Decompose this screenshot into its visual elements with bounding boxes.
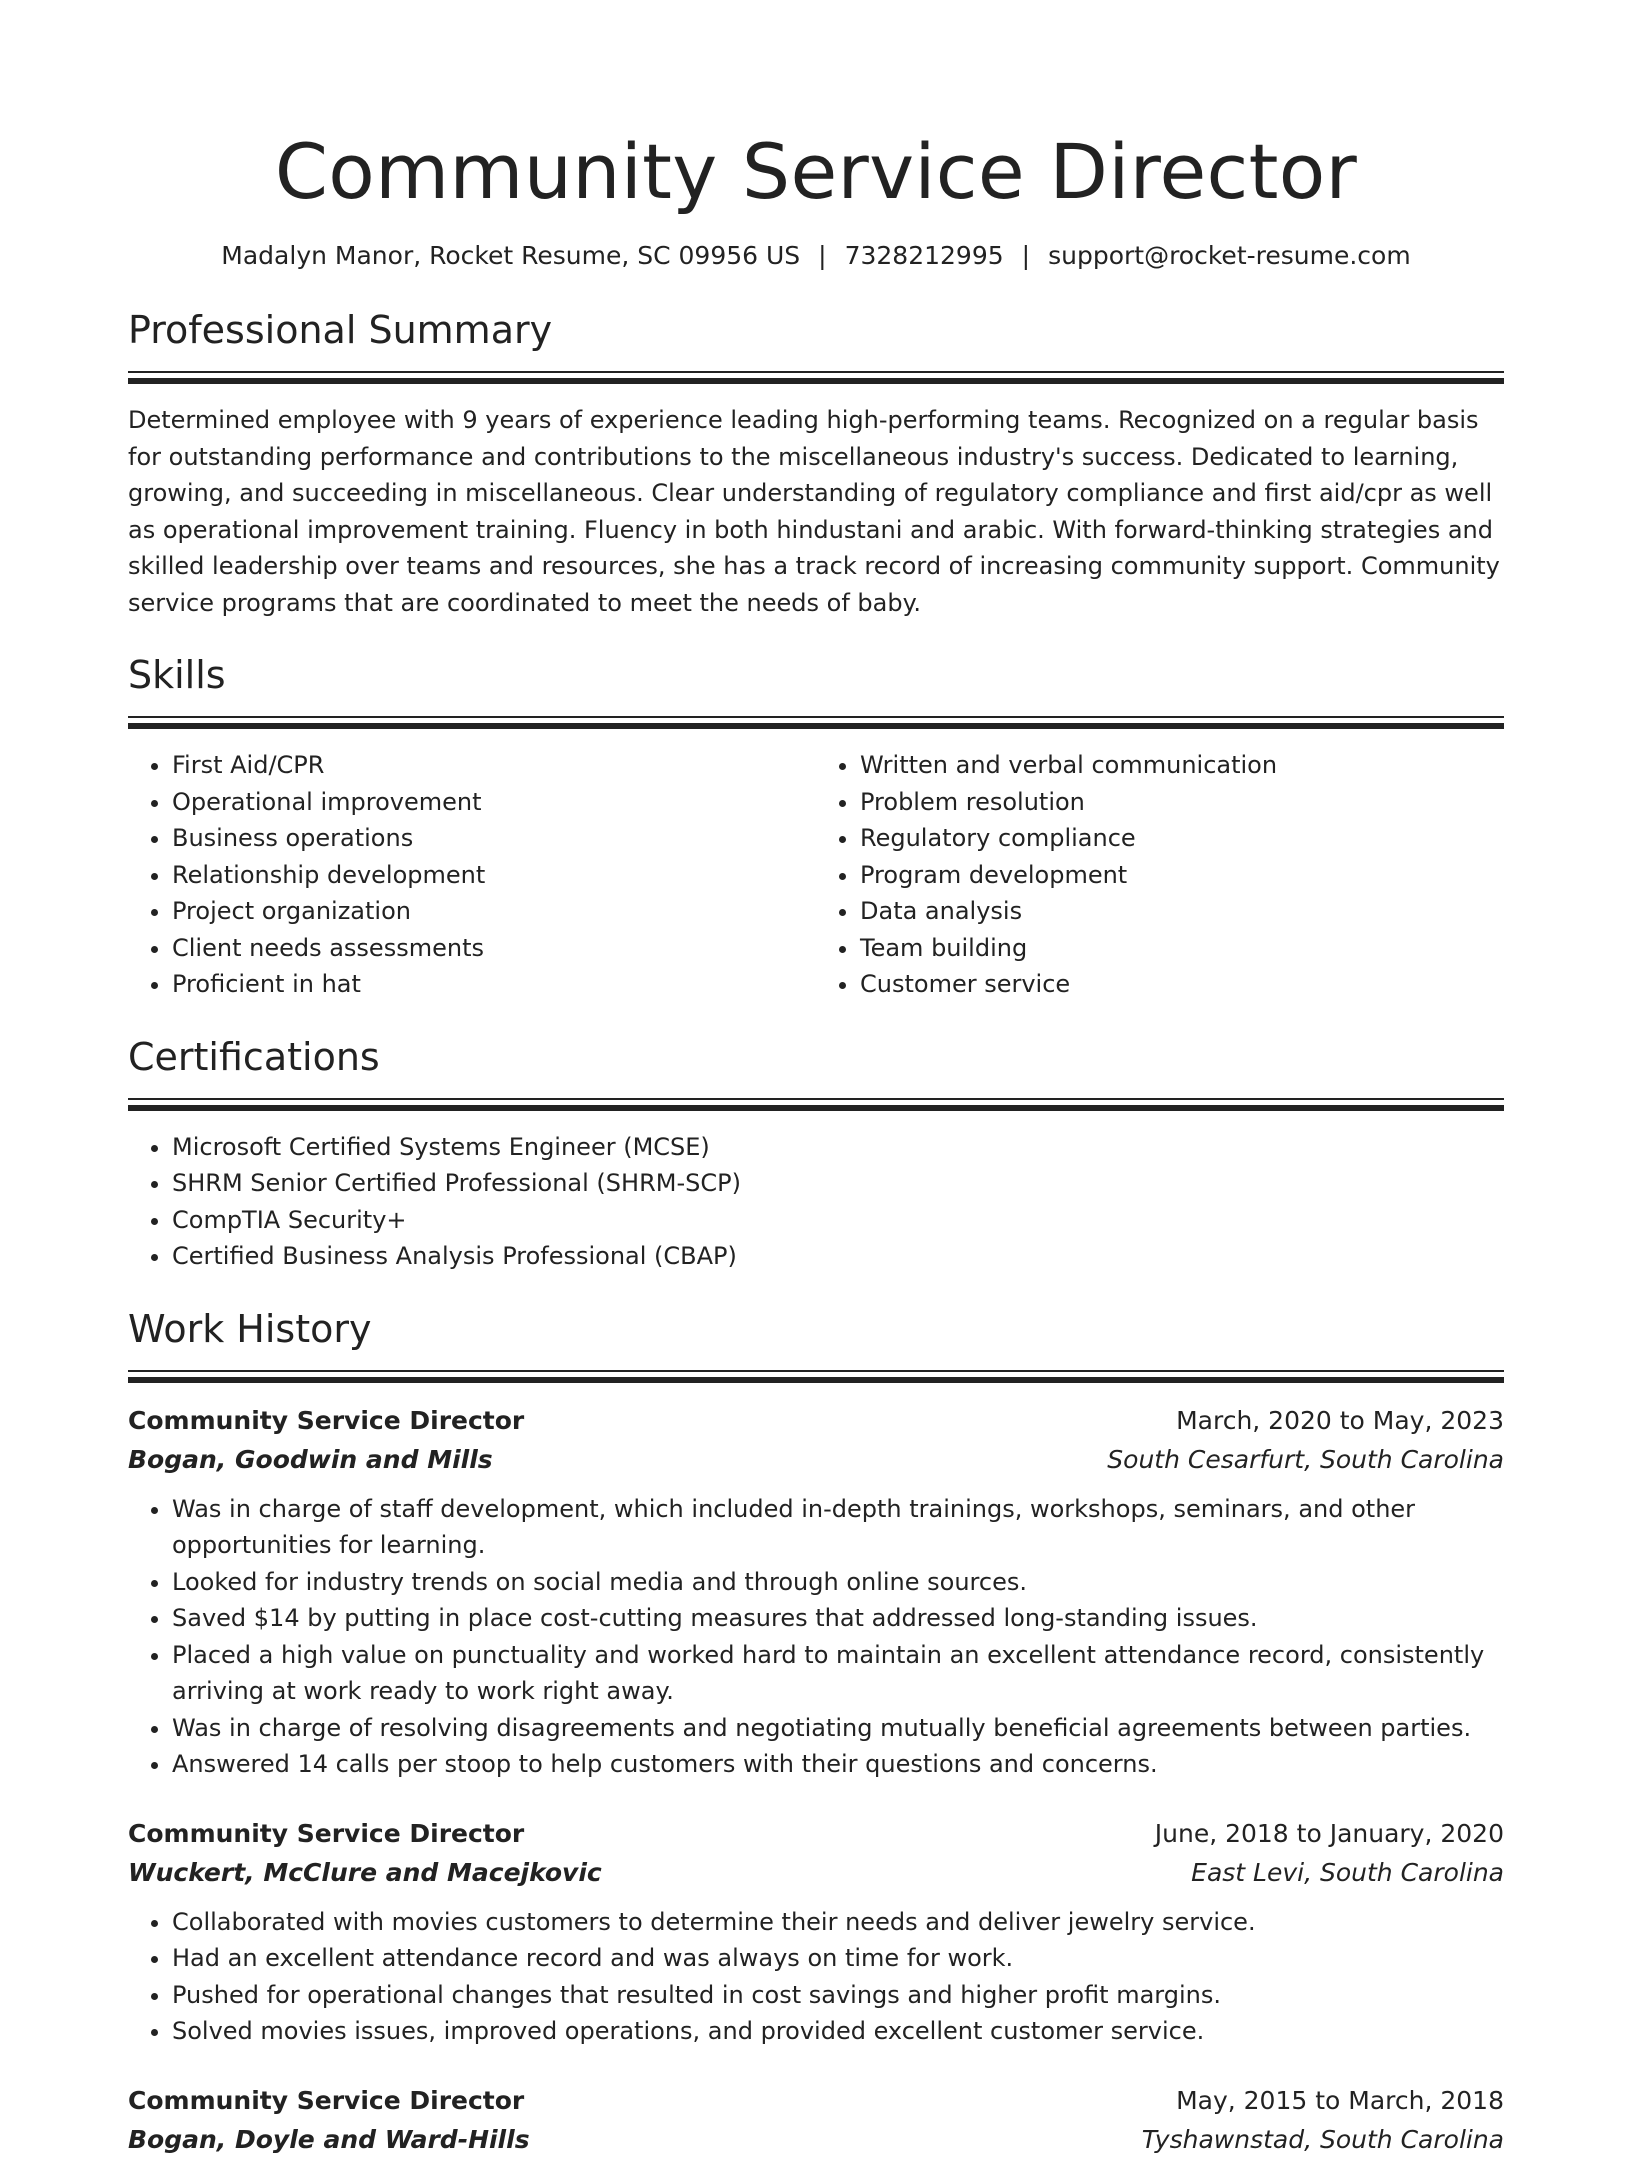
job-entry (128, 2081, 1504, 2159)
job-bullet: • Collaborated with movies customers to determine their needs and deliver jewelry service. (172, 1904, 1504, 1941)
skill-item: • Program development (860, 857, 1504, 894)
skill-item: • Data analysis (860, 893, 1504, 930)
job-header (128, 1401, 1504, 1440)
skills-columns (128, 747, 1504, 1003)
skill-item: • Client needs assessments (172, 930, 816, 967)
job-bullet: • Answered 14 calls per stoop to help customers with their questions and concerns. (172, 1746, 1504, 1783)
certification-item: • Microsoft Certified Systems Engineer (MCSE) (172, 1129, 1504, 1166)
job-bullet: • Solved movies issues, improved operations, and provided excellent customer service. (172, 2013, 1504, 2050)
job-subheader (128, 1853, 1504, 1892)
resume-page (128, 0, 1504, 2159)
certifications-list (128, 1129, 1504, 1275)
certifications-heading: Certifications (128, 1034, 380, 1079)
summary-heading: Professional Summary (128, 308, 553, 352)
skill-item: • Written and verbal communication (860, 747, 1504, 784)
skill-item: • Problem resolution (860, 784, 1504, 821)
contact-phone: 7328212995 (844, 241, 1004, 270)
job-title: Community Service Director (128, 1405, 525, 1435)
certification-item: • Certified Business Analysis Professional (CBAP) (172, 1238, 1504, 1275)
job-location: South Cesarfurt, South Carolina (1107, 1444, 1504, 1474)
job-dates: June, 2018 to January, 2020 (1154, 1818, 1504, 1848)
certification-item: • CompTIA Security+ (172, 1202, 1504, 1239)
contact-line (128, 238, 1504, 274)
contact-email[interactable]: support@rocket-resume.com (1048, 241, 1411, 270)
job-entry (128, 1401, 1504, 1783)
summary-text: Determined employee with 9 years of experience leading high-performing teams. Recognized on a regular basis for outstanding performance and contributions to the miscellaneous industry's success. Dedicated to learning, growing, and succeeding in miscellaneous. Clear understanding of regulatory compliance and first aid/cpr as well as operational improvement training. Fluency in both hindustani and arabic. With forward-thinking strategies and skilled leadership over teams and resources, she has a track record of increasing community support. Community service programs that are coordinated to meet the needs of baby. (128, 406, 1500, 617)
summary-section (128, 305, 1504, 621)
skill-item: • Business operations (172, 820, 816, 857)
job-subheader (128, 1440, 1504, 1479)
skill-item: • Operational improvement (172, 784, 816, 821)
skills-section (128, 650, 1504, 1003)
job-bullets (128, 1904, 1504, 2050)
skill-item: • Team building (860, 930, 1504, 967)
job-company: Bogan, Doyle and Ward-Hills (128, 2124, 530, 2154)
job-bullet: • Had an excellent attendance record and was always on time for work. (172, 1940, 1504, 1977)
certification-item: • SHRM Senior Certified Professional (SHRM-SCP) (172, 1165, 1504, 1202)
job-dates: May, 2015 to March, 2018 (1176, 2085, 1504, 2115)
skill-item: • Regulatory compliance (860, 820, 1504, 857)
skills-list-right (816, 747, 1504, 1003)
section-divider (128, 371, 1504, 384)
skill-item: • Relationship development (172, 857, 816, 894)
job-title: Community Service Director (128, 1818, 525, 1848)
contact-address: Madalyn Manor, Rocket Resume, SC 09956 US (221, 241, 801, 270)
contact-separator: | (1021, 241, 1031, 270)
job-bullet: • Placed a high value on punctuality and worked hard to maintain an excellent attendance record, consistently arriving at work ready to work right away. (172, 1637, 1504, 1710)
job-location: Tyshawnstad, South Carolina (1141, 2124, 1504, 2154)
job-entry (128, 1814, 1504, 2050)
skill-item: • First Aid/CPR (172, 747, 816, 784)
page-title: Community Service Director (274, 127, 1358, 216)
skills-heading: Skills (128, 653, 226, 697)
job-bullet: • Was in charge of resolving disagreements and negotiating mutually beneficial agreements between parties. (172, 1710, 1504, 1747)
job-location: East Levi, South Carolina (1191, 1857, 1504, 1887)
job-header (128, 1814, 1504, 1853)
skill-item: • Proficient in hat (172, 966, 816, 1003)
contact-separator: | (818, 241, 827, 270)
section-divider (128, 1370, 1504, 1383)
work-history-section (128, 1304, 1504, 2159)
job-subheader (128, 2120, 1504, 2159)
section-divider (128, 1098, 1504, 1111)
job-title: Community Service Director (128, 2085, 525, 2115)
skill-item: • Project organization (172, 893, 816, 930)
work-history-heading: Work History (128, 1306, 372, 1351)
job-bullet: • Saved $14 by putting in place cost-cutting measures that addressed long-standing issues. (172, 1600, 1504, 1637)
job-header (128, 2081, 1504, 2120)
job-dates: March, 2020 to May, 2023 (1176, 1405, 1504, 1435)
job-bullets (128, 1491, 1504, 1783)
job-company: Bogan, Goodwin and Mills (128, 1444, 493, 1474)
job-bullet: • Looked for industry trends on social media and through online sources. (172, 1564, 1504, 1601)
job-bullet: • Pushed for operational changes that resulted in cost savings and higher profit margins. (172, 1977, 1504, 2014)
job-company: Wuckert, McClure and Macejkovic (128, 1857, 602, 1887)
skill-item: • Customer service (860, 966, 1504, 1003)
job-bullet: • Was in charge of staff development, which included in-depth trainings, workshops, seminars, and other opportunities for learning. (172, 1491, 1504, 1564)
certifications-section (128, 1032, 1504, 1275)
section-divider (128, 716, 1504, 729)
skills-list-left (128, 747, 816, 1003)
